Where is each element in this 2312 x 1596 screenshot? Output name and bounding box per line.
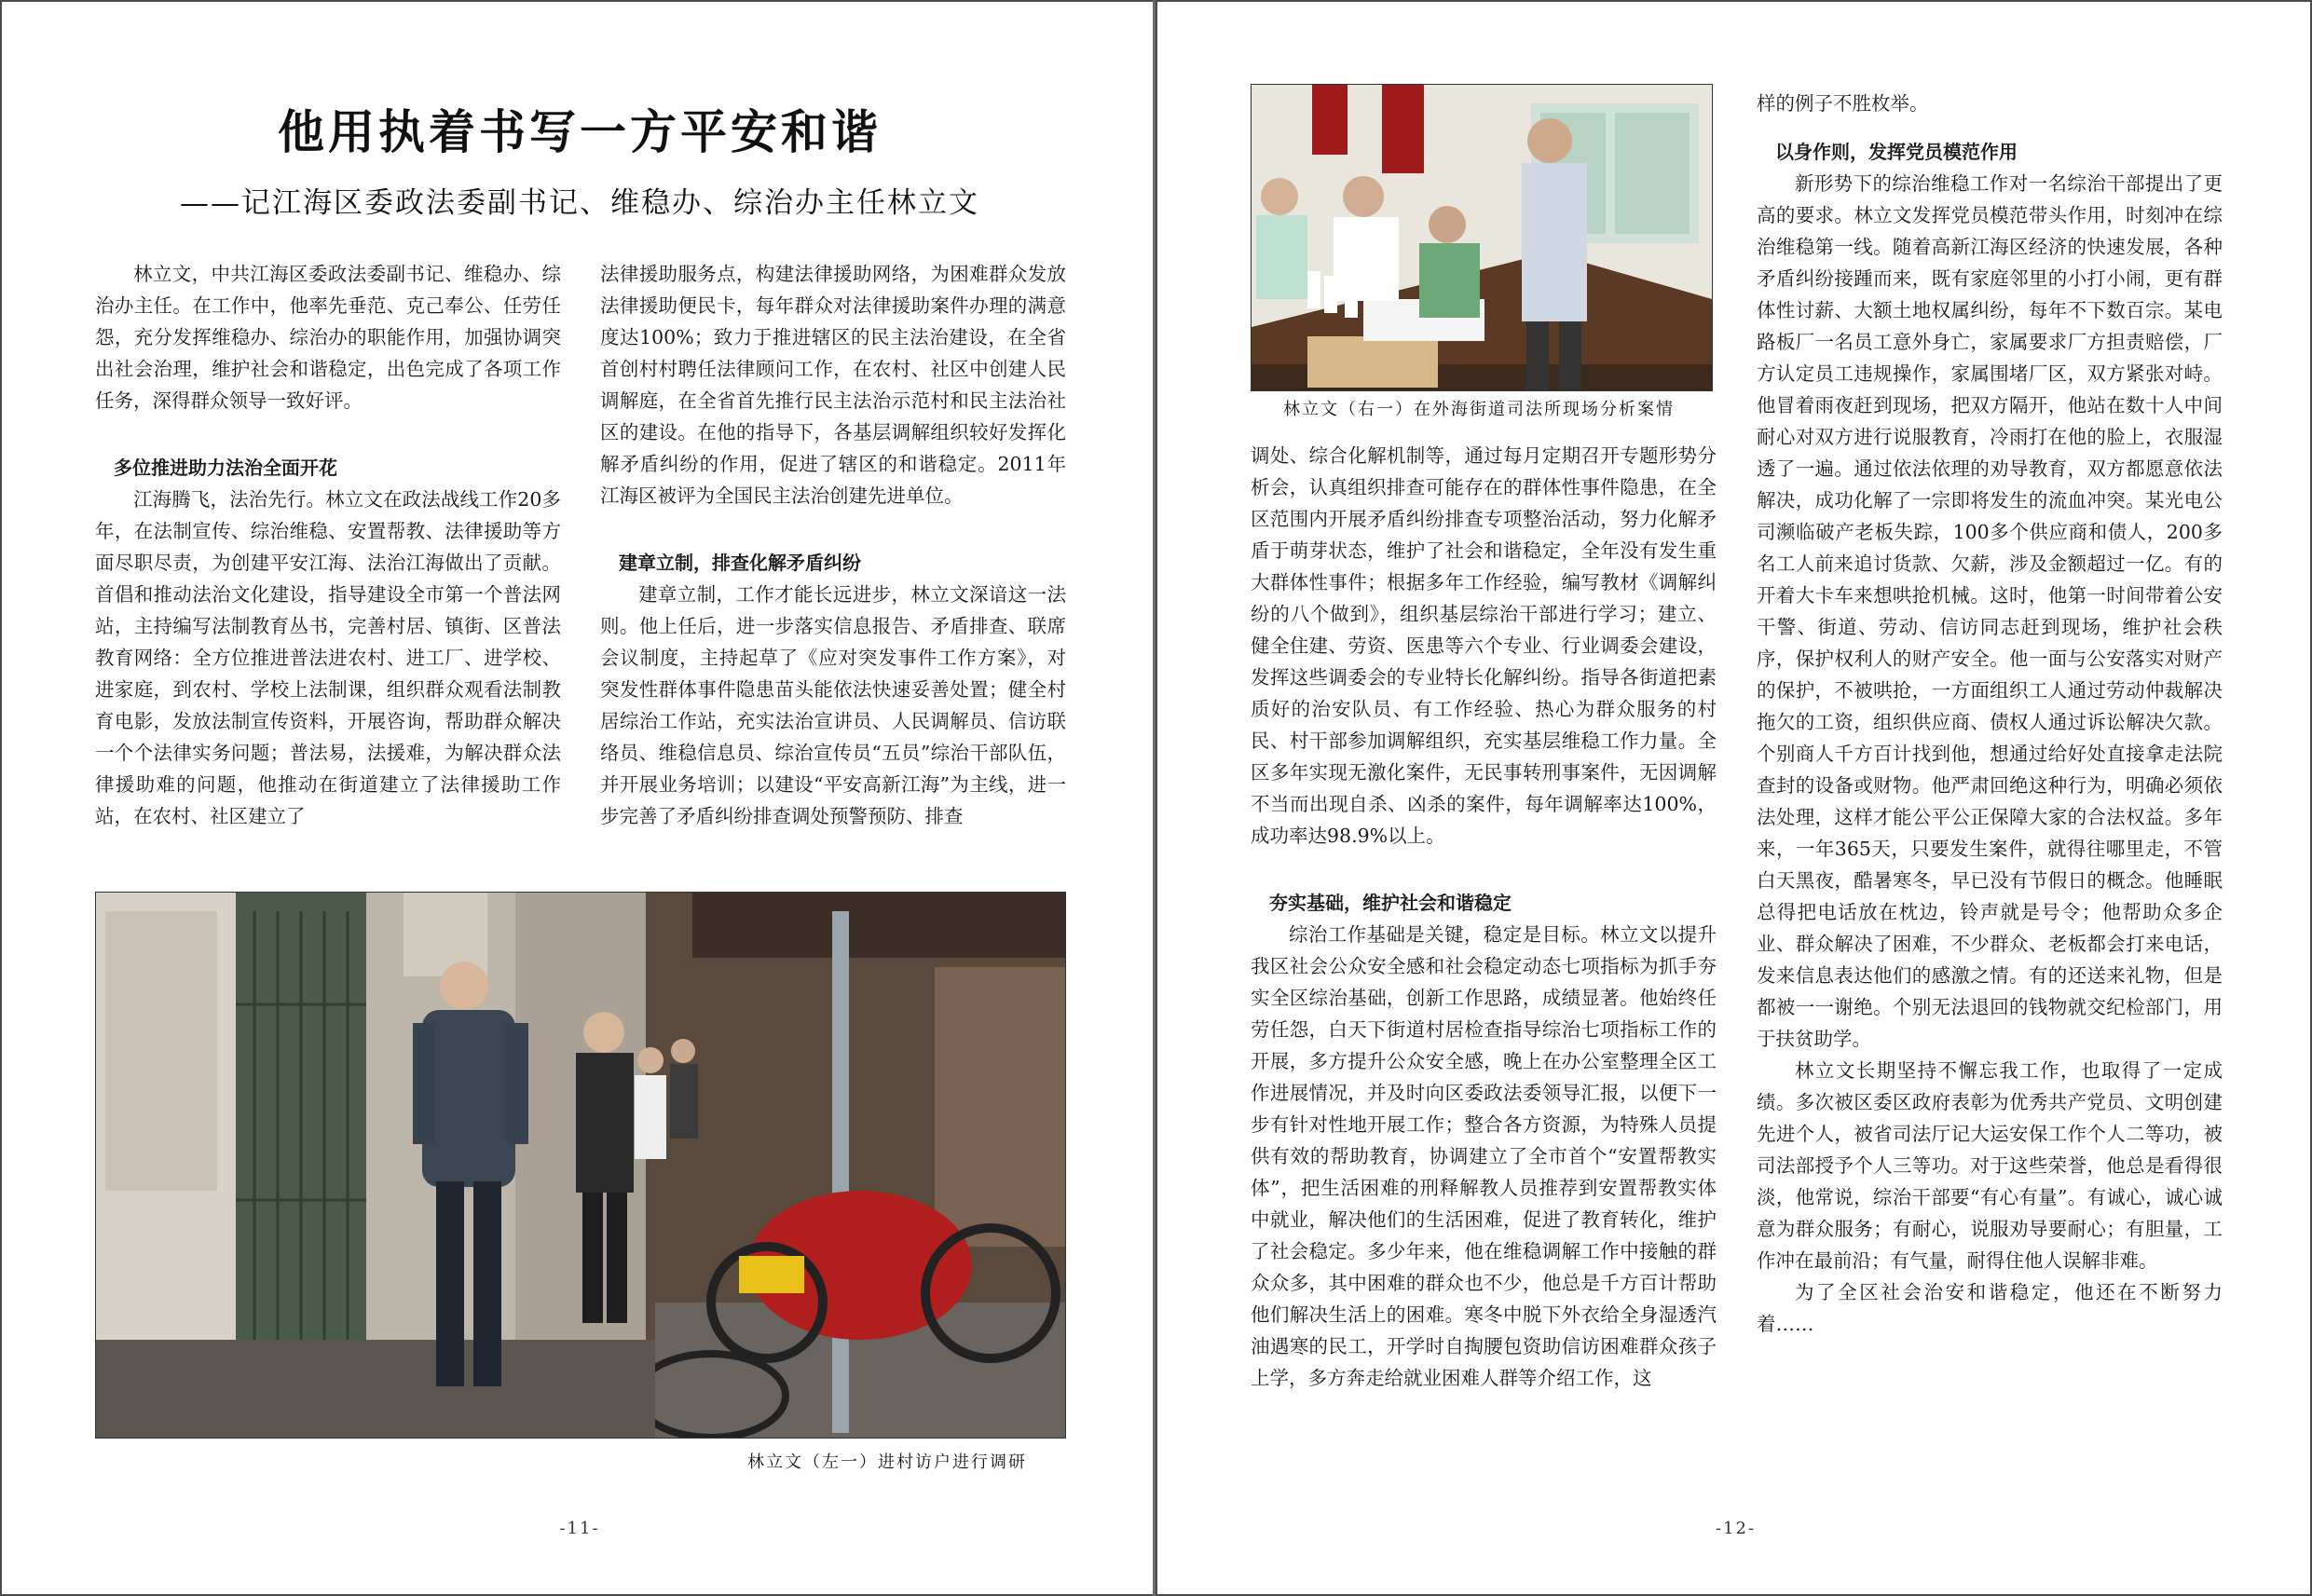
section-heading-3: 夯实基础，维护社会和谐稳定: [1269, 892, 1512, 914]
alley-visit-photo: [95, 892, 1066, 1439]
photo-caption: 林立文（右一）在外海街道司法所现场分析案情: [1283, 400, 1675, 419]
body-paragraph: 样的例子不胜枚举。: [1757, 92, 1929, 115]
photo-caption: 林立文（左一）进村访户进行调研: [747, 1453, 1027, 1472]
left-column-1: [95, 258, 561, 873]
meeting-photo: [1251, 84, 1713, 391]
right-page: [1156, 0, 2312, 1596]
section-heading-1: 多位推进助力法治全面开花: [114, 457, 337, 479]
body-paragraph: 江海腾飞，法治先行。林立文在政法战线工作20多年，在法制宣传、综治维稳、安置帮教、法律援助等方面尽职尽责，为创建平安江海、法治江海做出了贡献。首倡和推动法治文化建设，指导建设全市第一个普法网站，主持编写法制教育丛书，完善村居、镇街、区普法教育网络：全方位推进普法进农村、进工厂、进学校、进家庭，到农村、学校上法制课，组织群众观看法制教育电影，发放法制宣传资料，开展咨询，帮助群众解决一个个法律实务问题；普法易，法援难，为解决群众法律援助难的问题，他推动在街道建立了法律援助工作站，在农村、社区建立了: [95, 488, 561, 827]
article-subtitle: ——记江海区委政法委副书记、维稳办、综治办主任林立文: [180, 186, 979, 220]
body-paragraph: 调处、综合化解机制等，通过每月定期召开专题形势分析会，认真组织排查可能存在的群体性事件隐患，在全区范围内开展矛盾纠纷排查专项整治活动，努力化解矛盾于萌芽状态，维护了社会和谐稳定，全年没有发生重大群体性事件；根据多年工作经验，编写教材《调解纠纷的八个做到》，组织基层综治干部进行学习；建立、健全住建、劳资、医患等六个专业、行业调委会建设，发挥这些调委会的专业特长化解纠纷。指导各街道把素质好的治安队员、有工作经验、热心为群众服务的村民、村干部参加调解组织，充实基层维稳工作力量。全区多年实现无激化案件，无民事转刑事案件，无因调解不当而出现自杀、凶杀的案件，每年调解率达100%，成功率达98.9%以上。: [1251, 444, 1717, 847]
intro-paragraph: 林立文，中共江海区委政法委副书记、维稳办、综治办主任。在工作中，他率先垂范、克己奉公、任劳任怨，充分发挥维稳办、综治办的职能作用，加强协调突出社会治理，维护社会和谐稳定，出色完成了各项工作任务，深得群众领导一致好评。: [95, 263, 561, 412]
section-heading-4: 以身作则，发挥党员模范作用: [1775, 141, 2018, 163]
left-column-2: [600, 258, 1066, 873]
right-column-2: [1757, 88, 2223, 1494]
body-paragraph: 建章立制，工作才能长远进步，林立文深谙这一法则。他上任后，进一步落实信息报告、矛盾排查、联席会议制度，主持起草了《应对突发事件工作方案》，对突发性群体事件隐患苗头能依法快速妥善处置；健全村居综治工作站，充实法治宣讲员、人民调解员、信访联络员、维稳信息员、综治宣传员“五员”综治干部队伍，并开展业务培训；以建设“平安高新江海”为主线，进一步完善了矛盾纠纷排查调处预警预防、排查: [600, 583, 1066, 827]
article-title: 他用执着书写一方平安和谐: [278, 105, 882, 159]
body-paragraph: 林立文长期坚持不懈忘我工作，也取得了一定成绩。多次被区委区政府表彰为优秀共产党员、文明创建先进个人，被省司法厅记大运安保工作个人二等功，被司法部授予个人三等功。对于这些荣誉，他总是看得很淡，他常说，综治干部要“有心有量”。有诚心，诚心诚意为群众服务；有耐心，说服劝导要耐心；有胆量，工作冲在最前沿；有气量，耐得住他人误解非难。: [1757, 1059, 2223, 1272]
page-number: -12-: [1715, 1519, 1757, 1538]
page-number: -11-: [559, 1519, 600, 1538]
body-paragraph: 法律援助服务点，构建法律援助网络，为困难群众发放法律援助便民卡，每年群众对法律援助案件办理的满意度达100%；致力于推进辖区的民主法治建设，在全省首创村村聘任法律顾问工作，在农村、社区中创建人民调解庭，在全省首先推行民主法治示范村和民主法治社区的建设。在他的指导下，各基层调解组织较好发挥化解矛盾纠纷的作用，促进了辖区的和谐稳定。2011年江海区被评为全国民主法治创建先进单位。: [600, 263, 1066, 507]
body-paragraph: 新形势下的综治维稳工作对一名综治干部提出了更高的要求。林立文发挥党员模范带头作用，时刻冲在综治维稳第一线。随着高新江海区经济的快速发展，各种矛盾纠纷接踵而来，既有家庭邻里的小打小闹，更有群体性讨薪、大额土地权属纠纷，每年不下数百宗。某电路板厂一名员工意外身亡，家属要求厂方担责赔偿，厂方认定员工违规操作，家属围堵厂区，双方紧张对峙。他冒着雨夜赶到现场，把双方隔开，他站在数十人中间耐心对双方进行说服教育，冷雨打在他的脸上，衣服湿透了一遍。通过依法依理的劝导教育，双方都愿意依法解决，成功化解了一宗即将发生的流血冲突。某光电公司濒临破产老板失踪，100多个供应商和债人，200多名工人前来追讨货款、欠薪，涉及金额超过一亿。有的开着大卡车来想哄抢机械。这时，他第一时间带着公安干警、街道、劳动、信访同志赶到现场，维护社会秩序，保护权利人的财产安全。他一面与公安落实对财产的保护，不被哄抢，一方面组织工人通过劳动仲裁解决拖欠的工资，组织供应商、债权人通过诉讼解决欠款。个别商人千方百计找到他，想通过给好处直接拿走法院查封的设备或财物。他严肃回绝这种行为，明确必须依法处理，这样才能公平公正保障大家的合法权益。多年来，一年365天，只要发生案件，就得往哪里走，不管白天黑夜，酷暑寒冬，早已没有节假日的概念。他睡眠总得把电话放在枕边，铃声就是号令；他帮助众多企业、群众解决了困难，不少群众、老板都会打来电话，发来信息表达他们的感激之情。有的还送来礼物，但是都被一一谢绝。个别无法退回的钱物就交纪检部门，用于扶贫助学。: [1757, 172, 2223, 1050]
body-paragraph: 综治工作基础是关键，稳定是目标。林立文以提升我区社会公众安全感和社会稳定动态七项指标为抓手夯实全区综治基础，创新工作思路，成绩显著。他始终任劳任怨，白天下街道村居检查指导综治七项指标工作的开展，多方提升公众安全感，晚上在办公室整理全区工作进展情况，并及时向区委政法委领导汇报，以便下一步有针对性地开展工作；整合各方资源，为特殊人员提供有效的帮助教育，协调建立了全市首个“安置帮教实体”，把生活困难的刑释解教人员推荐到安置帮教实体中就业，解决他们的生活困难，促进了教育转化，维护了社会稳定。多少年来，他在维稳调解工作中接触的群众众多，其中困难的群众也不少，他总是千方百计帮助他们解决生活上的困难。寒冬中脱下外衣给全身湿透汽油遇寒的民工，开学时自掏腰包资助信访困难群众孩子上学，多方奔走给就业困难人群等介绍工作，这: [1251, 923, 1717, 1389]
closing-paragraph: 为了全区社会治安和谐稳定，他还在不断努力着……: [1757, 1281, 2223, 1335]
section-heading-2: 建章立制，排查化解矛盾纠纷: [619, 552, 861, 574]
right-column-1: [1251, 440, 1717, 1493]
